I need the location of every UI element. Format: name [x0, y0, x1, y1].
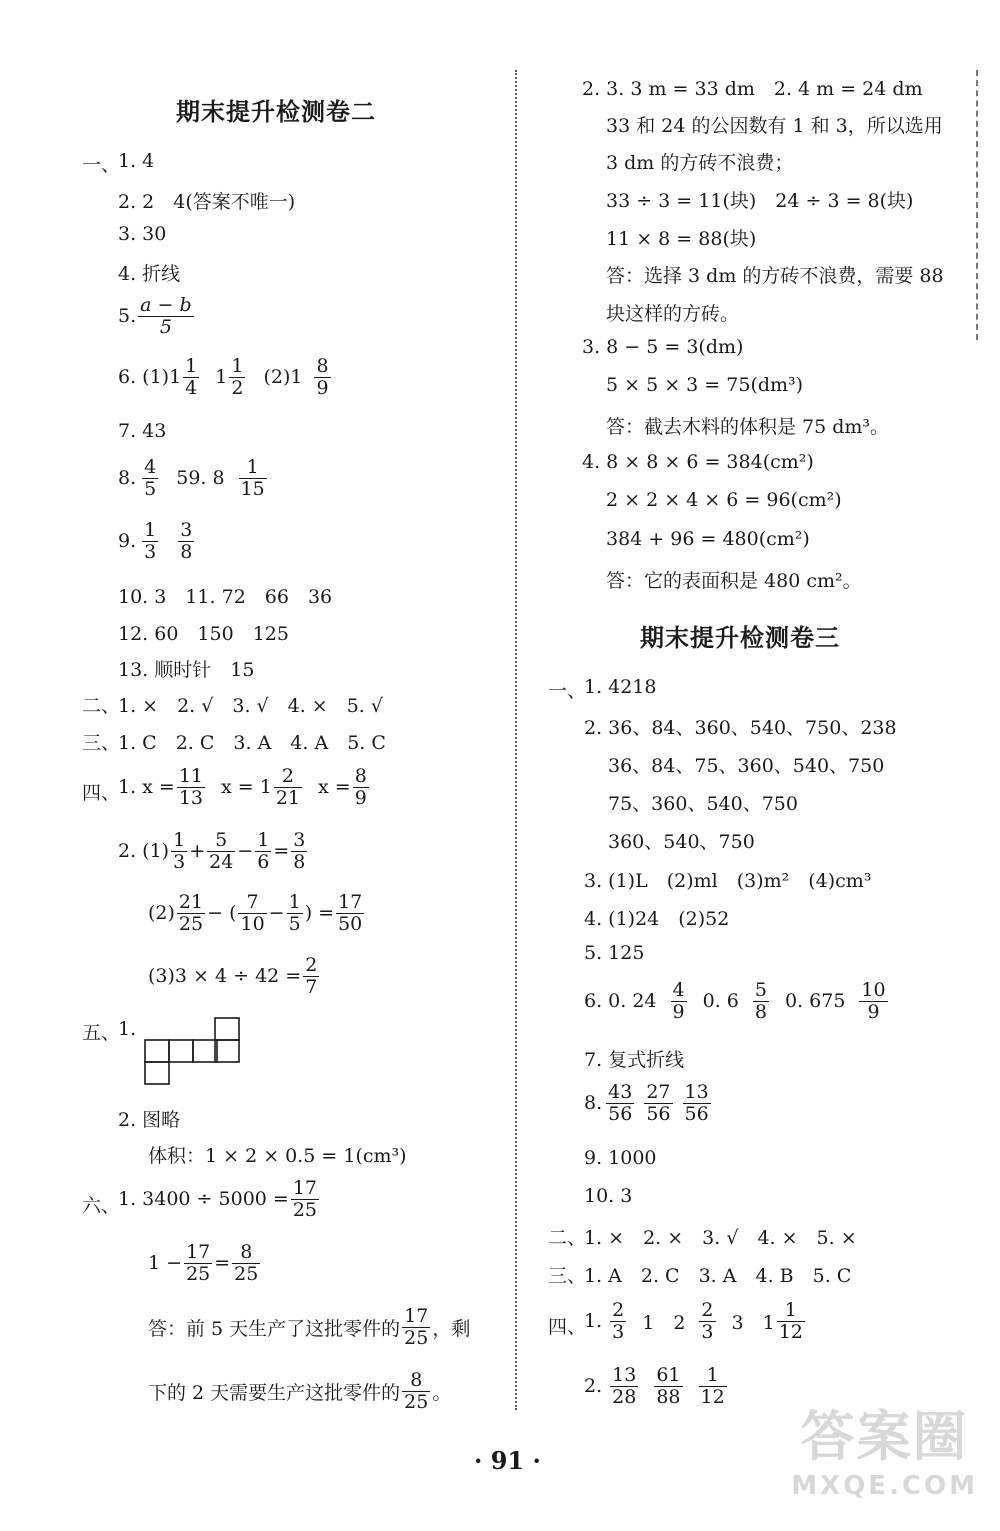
fraction: [171, 830, 187, 873]
denominator: 5: [288, 912, 301, 935]
fraction: [229, 356, 245, 399]
denominator: 56: [684, 1102, 709, 1125]
denominator: 21: [275, 786, 301, 809]
answer-line-fraction: [118, 830, 309, 873]
text: 6. (1)1: [118, 366, 182, 389]
answer-line: 9. 1000: [584, 1147, 657, 1169]
answer-line-fraction: [118, 356, 333, 399]
fraction: [314, 356, 330, 399]
denominator: 88: [656, 1385, 681, 1408]
text: 下的 2 天需要生产这批零件的: [148, 1381, 401, 1404]
answer-line: 10. 3: [584, 1185, 633, 1207]
text: 0. 675: [784, 990, 846, 1013]
denominator: 4: [185, 376, 198, 399]
numerator: a − b: [140, 294, 192, 316]
text: 2. (1): [118, 840, 170, 863]
text: 1. x =: [118, 776, 175, 799]
answer-text: [148, 1306, 470, 1349]
text: ，剩: [432, 1317, 471, 1340]
denominator: 8: [754, 1000, 767, 1023]
numerator: 13: [684, 1081, 709, 1103]
answer-line: 3. 8 − 5 = 3(dm): [582, 336, 744, 358]
numerator: 17: [292, 1177, 318, 1199]
operator: =: [273, 840, 290, 863]
denominator: 28: [612, 1385, 637, 1408]
text: 6. 0. 24: [584, 990, 657, 1013]
answer-line: 7. 复式折线: [584, 1049, 685, 1071]
answer-line: 2. 36、84、360、540、750、238: [584, 717, 897, 739]
numerator: 8: [402, 1370, 430, 1392]
text: 。: [432, 1381, 452, 1404]
fraction: [239, 457, 267, 500]
fraction: [402, 1370, 430, 1413]
answer-line: 12. 60 150 125: [118, 623, 289, 645]
answer-line: 答：它的表面积是 480 cm²。: [606, 570, 862, 592]
numerator: 27: [646, 1081, 671, 1103]
denominator: 6: [257, 850, 270, 873]
section-1-label: 一、: [548, 680, 587, 702]
fraction: [610, 1300, 626, 1343]
operator: =: [214, 1252, 231, 1275]
denominator: 13: [178, 786, 204, 809]
answer-line: 3. 30: [118, 223, 167, 245]
answer-line-fraction: [584, 1365, 729, 1408]
denominator: 9: [867, 1000, 880, 1023]
q-number: 2.: [584, 1375, 603, 1398]
fraction: [353, 766, 369, 809]
left-title: 期末提升检测卷二: [176, 98, 376, 126]
net-square: [145, 1040, 169, 1062]
numerator: 10: [861, 979, 886, 1001]
numerator: 1: [173, 829, 186, 851]
answer-line-fraction: [584, 1082, 713, 1125]
denominator: 12: [700, 1385, 725, 1408]
fraction: [654, 1365, 682, 1408]
denominator: 56: [646, 1102, 671, 1125]
answer-line-fraction: [118, 766, 371, 809]
fraction: [303, 955, 319, 998]
answer-line: 33 ÷ 3 = 11(块) 24 ÷ 3 = 8(块): [606, 190, 914, 212]
fraction: [177, 892, 205, 935]
answer-line: 3 dm 的方砖不浪费；: [606, 152, 794, 174]
operator: − (: [207, 902, 237, 925]
operator: −: [268, 902, 285, 925]
fraction: [238, 892, 266, 935]
text: x =: [318, 776, 351, 799]
answer-line: 1. 4: [118, 150, 155, 172]
numerator: 7: [238, 892, 266, 914]
denominator: 8: [293, 850, 306, 873]
text: 59. 8: [176, 467, 225, 490]
q-number: 9.: [118, 530, 137, 553]
answer-line-fraction: [118, 520, 196, 563]
q-number: 5.: [118, 305, 137, 328]
numerator: 17: [338, 891, 363, 913]
numerator: 8: [232, 1242, 260, 1264]
fraction: [178, 520, 194, 563]
answer-line-fraction: [148, 955, 321, 998]
answer-line: 11 × 8 = 88(块): [606, 228, 757, 250]
answer-line: 1. 4218: [584, 676, 657, 698]
text: x = 1: [221, 776, 272, 799]
section-3-label: 三、: [82, 732, 121, 754]
numerator: 1: [257, 829, 270, 851]
answer-line: 13. 顺时针 15: [118, 659, 255, 681]
watermark-logo: [791, 1394, 978, 1501]
answer-line: 块这样的方砖。: [606, 303, 740, 325]
page-number: · 91 ·: [474, 1446, 541, 1475]
section-2-label: 二、: [548, 1227, 587, 1249]
text: (3)3 × 4 ÷ 42 =: [148, 965, 302, 988]
denominator: 15: [240, 477, 265, 500]
section-4-label: 四、: [82, 782, 121, 804]
watermark-text: 答案圈: [800, 1405, 969, 1468]
q-number: 1.: [118, 1018, 137, 1040]
numerator: 1: [185, 355, 198, 377]
numerator: 4: [144, 456, 157, 478]
section-4-label: 四、: [548, 1316, 587, 1338]
numerator: 1: [777, 1300, 805, 1322]
fraction: [859, 980, 887, 1023]
answer-line: 75、360、540、750: [608, 793, 798, 815]
answer-line-fraction: [584, 1300, 807, 1343]
denominator: 25: [404, 1326, 429, 1349]
denominator: 3: [701, 1320, 714, 1343]
denominator: 50: [338, 912, 363, 935]
fraction: [699, 1300, 715, 1343]
answer-line: 1. × 2. × 3. √ 4. × 5. ×: [584, 1227, 857, 1249]
q-number: 1.: [584, 1310, 603, 1333]
denominator: 3: [144, 540, 157, 563]
answer-line: 答：截去木料的体积是 75 dm³。: [606, 416, 890, 438]
column-divider: [515, 70, 517, 1410]
answer-line-fraction: [118, 1178, 321, 1221]
operator: −: [237, 840, 254, 863]
numerator: 61: [656, 1364, 681, 1386]
numerator: 3: [293, 829, 306, 851]
fraction: [291, 1178, 319, 1221]
section-2-label: 二、: [82, 695, 121, 717]
answer-line: 3. (1)L (2)ml (3)m² (4)cm³: [584, 870, 872, 892]
fraction: [777, 1300, 805, 1343]
numerator: 5: [207, 830, 235, 852]
denominator: 56: [608, 1102, 633, 1125]
denominator: 24: [209, 850, 234, 873]
text: 3 1: [731, 1311, 775, 1334]
answer-line-fraction: [148, 892, 366, 935]
operator: +: [189, 840, 206, 863]
answer-line: 5. 125: [584, 942, 645, 964]
text: (2): [148, 902, 175, 925]
fraction: [336, 892, 364, 935]
denominator: 25: [178, 912, 204, 935]
numerator: 8: [354, 765, 367, 787]
answer-line: 360、540、750: [608, 831, 755, 853]
fraction: [184, 1242, 212, 1285]
numerator: 8: [316, 355, 329, 377]
numerator: 4: [672, 979, 685, 1001]
answer-line: 4. 8 × 8 × 6 = 384(cm²): [582, 451, 814, 473]
section-5-label: 五、: [82, 1022, 121, 1044]
numerator: 2: [612, 1299, 625, 1321]
denominator: 25: [292, 1198, 318, 1221]
text: 答：前 5 天生产了这批零件的: [148, 1317, 401, 1340]
fraction: [699, 1365, 727, 1408]
denominator: 7: [305, 975, 318, 998]
text: 1 −: [148, 1252, 183, 1275]
cube-net-figure: [144, 1016, 240, 1088]
answer-line: 2. 3. 3 m = 33 dm 2. 4 m = 24 dm: [582, 78, 923, 100]
fraction: [142, 457, 158, 500]
denominator: 25: [186, 1262, 211, 1285]
denominator: 25: [234, 1262, 259, 1285]
fraction: [138, 295, 194, 338]
numerator: 21: [178, 891, 204, 913]
text: 0. 6: [702, 990, 739, 1013]
net-square: [215, 1018, 239, 1040]
answer-line: 体积：1 × 2 × 0.5 = 1(cm³): [148, 1145, 407, 1167]
fraction: [232, 1242, 260, 1285]
fraction: [291, 830, 307, 873]
answer-line: 5 × 5 × 3 = 75(dm³): [606, 374, 804, 396]
fraction: [753, 980, 769, 1023]
numerator: 17: [404, 1305, 429, 1327]
denominator: 12: [778, 1320, 803, 1343]
answer-line: 答：选择 3 dm 的方砖不浪费，需要 88: [606, 265, 944, 287]
answer-line: 4. 折线: [118, 263, 181, 285]
denominator: 25: [404, 1390, 429, 1413]
fraction: [255, 830, 271, 873]
answer-line: 33 和 24 的公因数有 1 和 3，所以选用: [606, 115, 943, 137]
answer-line: 10. 3 11. 72 66 36: [118, 586, 333, 608]
denominator: 9: [354, 786, 367, 809]
numerator: 1: [699, 1365, 727, 1387]
net-square: [215, 1040, 239, 1062]
numerator: 1: [144, 519, 157, 541]
operator: ) =: [304, 902, 335, 925]
fraction: [287, 892, 303, 935]
q-number: 8.: [118, 467, 137, 490]
net-square: [145, 1062, 169, 1084]
denominator: 8: [180, 540, 193, 563]
text: 1: [215, 366, 228, 389]
text: 1 2: [642, 1311, 686, 1334]
text: (2)1: [263, 366, 303, 389]
answer-text: [148, 1370, 451, 1413]
numerator: 5: [754, 979, 767, 1001]
answer-line: 1. × 2. √ 3. √ 4. × 5. √: [118, 695, 383, 717]
fraction: [671, 980, 687, 1023]
watermark-url: MXQE.COM: [791, 1471, 978, 1501]
denominator: 3: [173, 850, 186, 873]
numerator: 43: [608, 1081, 633, 1103]
answer-line: 36、84、75、360、540、750: [608, 755, 885, 777]
fraction: [274, 766, 302, 809]
numerator: 2: [274, 766, 302, 788]
text: 1. 3400 ÷ 5000 =: [118, 1188, 289, 1211]
answer-line-fraction: [118, 457, 269, 500]
answer-line-fraction: [118, 295, 196, 338]
numerator: 2: [305, 954, 318, 976]
denominator: 9: [672, 1000, 685, 1023]
fraction: [207, 830, 235, 873]
q-number: 8.: [584, 1092, 603, 1115]
fraction: [177, 766, 205, 809]
numerator: 2: [701, 1299, 714, 1321]
section-6-label: 六、: [82, 1195, 121, 1217]
fraction: [644, 1082, 672, 1125]
fraction: [610, 1365, 638, 1408]
fraction: [683, 1082, 711, 1125]
answer-line: 1. C 2. C 3. A 4. A 5. C: [118, 732, 386, 754]
numerator: 3: [180, 519, 193, 541]
net-square: [193, 1040, 217, 1062]
denominator: 3: [612, 1320, 625, 1343]
answer-line: 2 × 2 × 4 × 6 = 96(cm²): [606, 489, 842, 511]
fraction: [142, 520, 158, 563]
fraction: [606, 1082, 634, 1125]
section-1-label: 一、: [82, 154, 121, 176]
numerator: 1: [231, 355, 244, 377]
answer-line: 1. A 2. C 3. A 4. B 5. C: [584, 1265, 852, 1287]
answer-line: 2. 2 4(答案不唯一): [118, 191, 296, 213]
right-title: 期末提升检测卷三: [640, 624, 840, 652]
numerator: 1: [239, 457, 267, 479]
denominator: 5: [144, 477, 157, 500]
section-3-label: 三、: [548, 1265, 587, 1287]
answer-line: 384 + 96 = 480(cm²): [606, 528, 810, 550]
answer-line-fraction: [584, 980, 890, 1023]
answer-line: 4. (1)24 (2)52: [584, 908, 730, 930]
denominator: 5: [159, 315, 172, 338]
answer-line-fraction: [148, 1242, 262, 1285]
numerator: 13: [612, 1364, 637, 1386]
numerator: 1: [288, 891, 301, 913]
fraction: [402, 1306, 430, 1349]
margin-dash: [976, 70, 978, 340]
denominator: 10: [240, 912, 265, 935]
net-square: [169, 1040, 193, 1062]
fraction: [183, 356, 199, 399]
answer-line: 7. 43: [118, 420, 167, 442]
numerator: 17: [186, 1241, 211, 1263]
denominator: 2: [231, 376, 244, 399]
numerator: 11: [178, 765, 204, 787]
denominator: 9: [316, 376, 329, 399]
answer-line: 2. 图略: [118, 1109, 181, 1131]
